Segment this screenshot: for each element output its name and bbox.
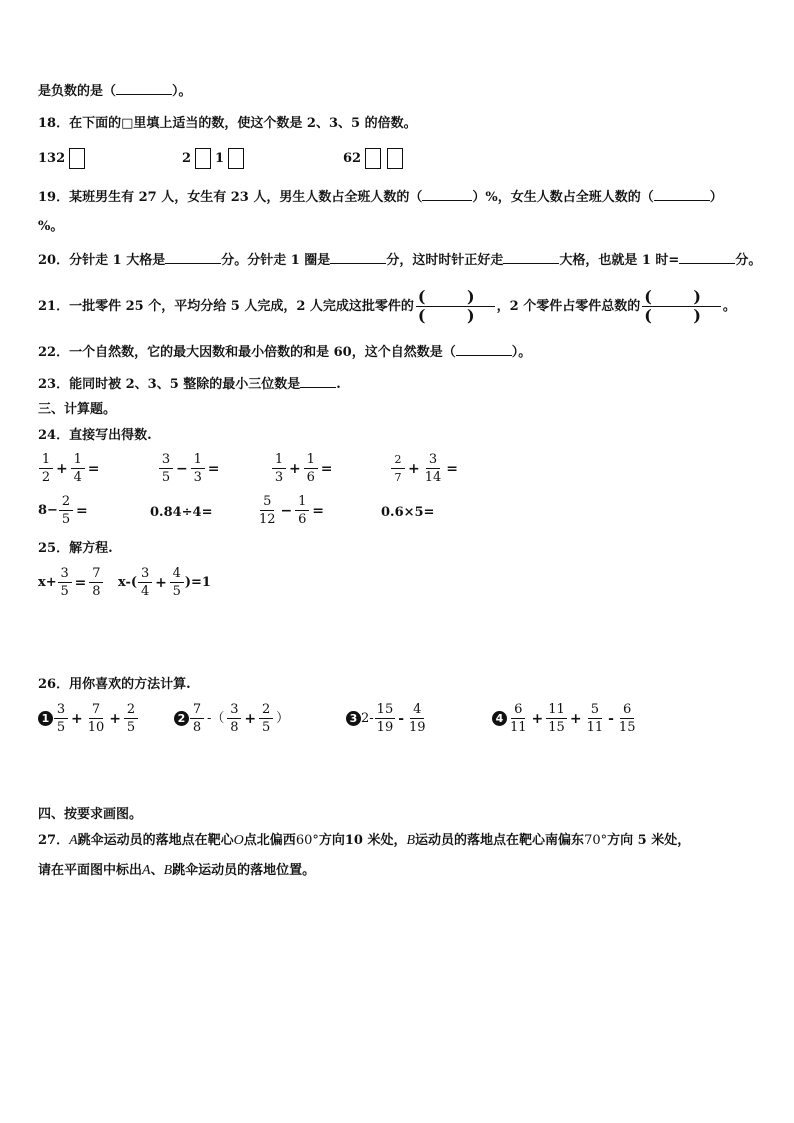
question-19: 19．某班男生有 27 人，女生有 23 人，男生人数占全班人数的（ ）%，女生人数占全班人数的（ ） bbox=[38, 190, 723, 205]
answer-blank[interactable] bbox=[300, 375, 336, 388]
q24-expr-4: $\frac{2}{7}$ + $\frac{3}{14}$ = bbox=[390, 452, 460, 485]
answer-blank[interactable] bbox=[456, 343, 512, 356]
q24-expr-7: $\frac{5}{12}$ − $\frac{1}{6}$ = bbox=[259, 494, 325, 527]
question-27-cont: 请在平面图中标出A、B跳伞运动员的落地位置。 bbox=[38, 863, 316, 878]
q24-expr-1: $\frac{1}{2}$ + $\frac{1}{4}$ = bbox=[38, 452, 101, 485]
question-22: 22．一个自然数，它的最大因数和最小倍数的和是 60，这个自然数是（ ）。 bbox=[38, 345, 532, 360]
section-4-heading: 四、按要求画图。 bbox=[38, 807, 143, 822]
question-18: 18．在下面的□里填上适当的数，使这个数是 2、3、5 的倍数。 bbox=[38, 116, 417, 131]
answer-blank[interactable] bbox=[165, 251, 221, 264]
q18-item-2: 2 1 bbox=[182, 148, 248, 169]
question-27: 27．A跳伞运动员的落地点在靶心O点北偏西60°方向10 米处，B运动员的落地点在靶心南偏东70°方向 5 米处， bbox=[38, 833, 691, 848]
question-26: 26．用你喜欢的方法计算. bbox=[38, 677, 191, 692]
q24-expr-5: 8− $\frac{2}{5}$ = bbox=[38, 494, 88, 527]
number-marker-4: 4 bbox=[492, 711, 507, 726]
q26-problem-2: 2 $\frac{7}{8}$ -（ $\frac{3}{8}$ + $\frac{2}{5}$ ） bbox=[174, 702, 291, 735]
question-25: 25．解方程. bbox=[38, 541, 113, 556]
q24-expr-2: $\frac{3}{5}$ − $\frac{1}{3}$ = bbox=[158, 452, 221, 485]
section-3-heading: 三、计算题。 bbox=[38, 402, 117, 417]
q24-expr-8: 0.6×5= bbox=[381, 505, 435, 520]
q18-item-3: 62 bbox=[343, 148, 407, 169]
answer-box[interactable] bbox=[228, 148, 244, 169]
answer-blank[interactable] bbox=[679, 251, 735, 264]
answer-box[interactable] bbox=[365, 148, 381, 169]
answer-blank[interactable] bbox=[330, 251, 386, 264]
question-19-cont: %。 bbox=[38, 219, 64, 234]
number-marker-3: 3 bbox=[346, 711, 361, 726]
question-20: 20．分针走 1 大格是 分。分针走 1 圈是 分，这时时针正好走 大格，也就是 1 时= 分。 bbox=[38, 253, 762, 268]
q25-equation-1: x+ $\frac{3}{5}$ = $\frac{7}{8}$ bbox=[38, 566, 104, 599]
answer-blank[interactable] bbox=[654, 188, 710, 201]
q17-tail: 是负数的是（ ）。 bbox=[38, 84, 192, 99]
q24-expr-3: $\frac{1}{3}$ + $\frac{1}{6}$ = bbox=[271, 452, 334, 485]
answer-blank[interactable] bbox=[503, 251, 559, 264]
number-marker-1: 1 bbox=[38, 711, 53, 726]
answer-blank[interactable] bbox=[422, 188, 472, 201]
question-21: 21．一批零件 25 个，平均分给 5 人完成，2 人完成这批零件的 ( ) ( ) ，2 个零件占零件总数的 ( ) ( ) 。 bbox=[38, 287, 736, 325]
answer-blank[interactable] bbox=[116, 82, 172, 95]
number-marker-2: 2 bbox=[174, 711, 189, 726]
q24-expr-6: 0.84÷4= bbox=[150, 505, 213, 520]
q26-problem-3: 3 2- $\frac{15}{19}$ - $\frac{4}{19}$ bbox=[346, 702, 429, 735]
fraction-answer-blank[interactable]: ( ) ( ) bbox=[644, 287, 719, 325]
fraction-answer-blank[interactable]: ( ) ( ) bbox=[417, 287, 493, 325]
q18-item-1: 132 bbox=[38, 148, 89, 169]
answer-box[interactable] bbox=[387, 148, 403, 169]
question-24: 24．直接写出得数. bbox=[38, 428, 152, 443]
q26-problem-1: 1 $\frac{3}{5}$ + $\frac{7}{10}$ + $\frac{2}{5}$ bbox=[38, 702, 139, 735]
answer-box[interactable] bbox=[195, 148, 211, 169]
q25-equation-2: x-( $\frac{3}{4}$ + $\frac{4}{5}$ )=1 bbox=[118, 566, 211, 599]
question-23: 23．能同时被 2、3、5 整除的最小三位数是 . bbox=[38, 377, 341, 392]
q26-problem-4: 4 $\frac{6}{11}$ + $\frac{11}{15}$ + $\frac{5}{11}$ - $\frac{6}{15}$ bbox=[492, 702, 638, 735]
answer-box[interactable] bbox=[69, 148, 85, 169]
